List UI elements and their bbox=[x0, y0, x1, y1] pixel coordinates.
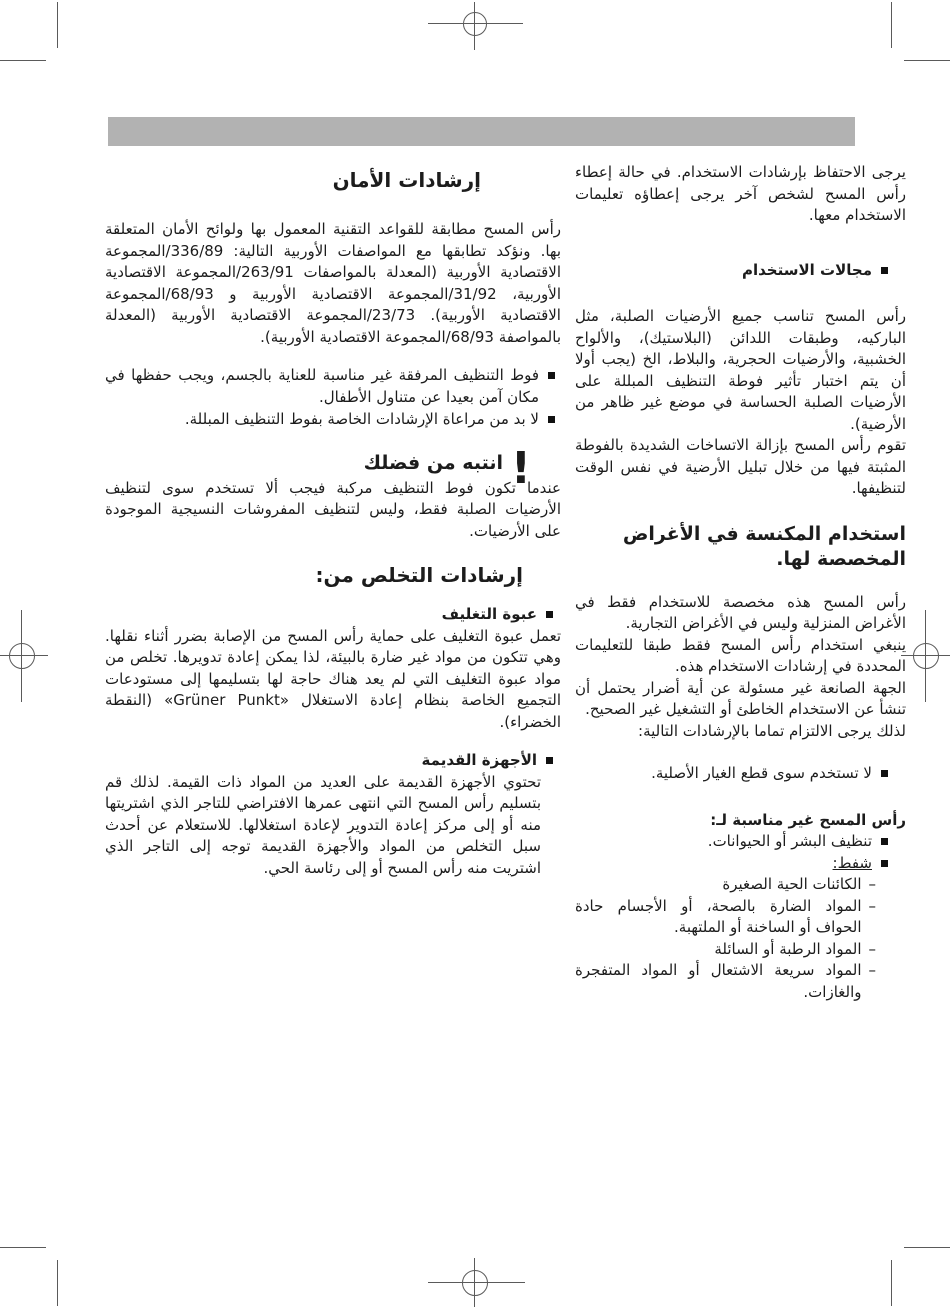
exclamation-icon: ! bbox=[510, 442, 531, 494]
packaging-title: عبوة التغليف bbox=[441, 605, 537, 623]
square-bullet-icon bbox=[881, 267, 888, 274]
square-bullet-icon bbox=[881, 838, 888, 845]
suction-item-text: المواد الضارة بالصحة، أو الأجسام حادة الحواف أو الساخنة أو الملتهبة. bbox=[575, 896, 862, 936]
follow-instructions-paragraph: ينبغي استخدام رأس المسح فقط طبقا للتعليمات المحددة في إرشادات الاستخدام هذه. bbox=[575, 635, 906, 675]
column-left bbox=[105, 168, 561, 879]
liability-paragraph: الجهة الصانعة غير مسئولة عن أية أضرار يحتمل أن تنشأ عن الاستخدام الخاطئ أو التشغيل غير الصحيح. bbox=[575, 678, 906, 718]
dash-icon: – bbox=[868, 896, 876, 915]
attention-block bbox=[105, 442, 561, 543]
suction-dash-item bbox=[575, 939, 906, 961]
household-use-paragraph: رأس المسح هذه مخصصة للاستخدام فقط في الأغراض المنزلية وليس في الأغراض التجارية. bbox=[575, 592, 906, 632]
suction-item-text: المواد سريعة الاشتعال أو المواد المتفجرة والغازات. bbox=[575, 961, 862, 1001]
suction-dash-item bbox=[575, 874, 906, 896]
not-suitable-text: تنظيف البشر أو الحيوانات. bbox=[707, 832, 872, 850]
not-suitable-title: رأس المسح غير مناسبة لـ: bbox=[710, 810, 906, 829]
suction-item-text: المواد الرطبة أو السائلة bbox=[714, 939, 862, 958]
observe-paragraph: لذلك يرجى الالتزام تماما بالإرشادات التالية: bbox=[638, 721, 906, 740]
conformity-paragraph: رأس المسح مطابقة للقواعد التقنية المعمول بها ولوائح الأمان المتعلقة بها. ونؤكد تطابقها مع المواصفات الأوربية التالية: 336/89/المجموعة الاقتصادية الأوربية (المعدلة بالمواصفات 263/91/المجموعة الاقتصادية الأوربية، 31/92/المجموعة الاقتصادية الأوربية و 68/93/المجموعة الاقتصادية الأوربية). 23/73/المجموعة الاقتصادية الأوربية (المعدلة بالمواصفة 68/93/المجموعة الاقتصادية الأوربية). bbox=[105, 220, 561, 346]
safety-instructions-title: إرشادات الأمان bbox=[332, 168, 481, 192]
keep-instructions-paragraph: يرجى الاحتفاظ بإرشادات الاستخدام. في حالة إعطاء رأس المسح لشخص آخر يرجى إعطاؤه تعليمات الاستخدام معها. bbox=[575, 163, 906, 224]
suitable-floors-paragraph: رأس المسح تناسب جميع الأرضيات الصلبة، مثل الباركيه، وطبقات اللدائن (البلاستيك)، والألواح الخشبية، والأرضيات الحجرية، والبلاط، الخ (يجب أولا أن يتم اختبار تأثير فوطة التنظيف المبللة على الأرضيات الصلبة الحساسة في موضع غير ظاهر من الأرضية). bbox=[575, 307, 906, 433]
dash-icon: – bbox=[868, 875, 876, 893]
attention-body: عندما تكون فوط التنظيف مركبة فيجب ألا تستخدم سوى لتنظيف الأرضيات الصلبة فقط، وليس لتنظيف المفروشات النسيجية الموجودة على الأرضيات. bbox=[105, 478, 561, 540]
suction-dash-item bbox=[575, 896, 906, 939]
header-bar bbox=[108, 117, 855, 146]
not-suitable-bullet-item bbox=[575, 853, 906, 875]
square-bullet-icon bbox=[881, 770, 888, 777]
usage-areas-title: مجالات الاستخدام bbox=[742, 260, 872, 279]
safety-bullet-text: فوط التنظيف المرفقة غير مناسبة للعناية بالجسم، ويجب حفظها في مكان آمن بعيدا عن متناول الأطفال. bbox=[105, 366, 539, 406]
spare-parts-text: لا تستخدم سوى قطع الغيار الأصلية. bbox=[651, 764, 872, 782]
old-devices-body: تحتوي الأجهزة القديمة على العديد من المواد ذات القيمة. لذلك قم بتسليم رأس المسح التي انتهى عمرها الافتراضي للتاجر الذي اشتريتها منه أو إلى مركز إعادة التدوير لإعادة استغلالها. للاستعلام عن أحدث سبل التخلص من المواد والأجهزة القديمة توجه إلى التاجر الذي اشتريت منه رأس المسح أو إلى رئاسة الحي. bbox=[105, 772, 541, 877]
square-bullet-icon bbox=[546, 757, 553, 764]
column-right bbox=[575, 162, 906, 1003]
safety-bullet-text: لا بد من مراعاة الإرشادات الخاصة بفوط التنظيف المبللة. bbox=[184, 410, 539, 428]
suction-item-text: الكائنات الحية الصغيرة bbox=[722, 875, 862, 893]
packaging-item-title-row bbox=[105, 604, 561, 626]
disposal-instructions-title: إرشادات التخلص من: bbox=[315, 563, 523, 587]
dash-icon: – bbox=[868, 961, 876, 979]
square-bullet-icon bbox=[548, 416, 555, 423]
suction-label: شفط: bbox=[832, 853, 872, 872]
suction-dash-item bbox=[575, 960, 906, 1003]
packaging-body: تعمل عبوة التغليف على حماية رأس المسح من الإصابة بضرر أثناء نقلها. وهي تتكون من مواد غير ضارة بالبيئة، لذا يمكن إعادة تدويرها. تخلص من مواد عبوة التغليف التي لم يعد هناك حاجة لها بتسليمها إلى مستودعات التجميع الخاصة بنظام إعادة الاستغلال «Grüner Punkt» (النقطة الخضراء). bbox=[105, 626, 561, 731]
dash-icon: – bbox=[868, 939, 876, 958]
square-bullet-icon bbox=[881, 860, 888, 867]
wipes-function-paragraph: تقوم رأس المسح بإزالة الاتساخات الشديدة بالفوطة المثبتة فيها من خلال تبليل الأرضية في نفس الوقت لتنظيفها. bbox=[575, 436, 906, 497]
safety-bullet-item bbox=[105, 365, 561, 408]
square-bullet-icon bbox=[548, 372, 555, 379]
spare-parts-bullet-item bbox=[575, 763, 906, 785]
not-suitable-bullet-item bbox=[575, 831, 906, 853]
usage-areas-title-row bbox=[575, 260, 906, 282]
square-bullet-icon bbox=[546, 611, 553, 618]
old-devices-item-title-row bbox=[105, 750, 561, 772]
old-devices-title: الأجهزة القديمة bbox=[421, 751, 537, 769]
attention-title: انتبه من فضلك bbox=[363, 451, 503, 474]
intended-use-title: استخدام المكنسة في الأغراض المخصصة لها. bbox=[622, 522, 906, 570]
safety-bullet-item bbox=[105, 409, 561, 431]
